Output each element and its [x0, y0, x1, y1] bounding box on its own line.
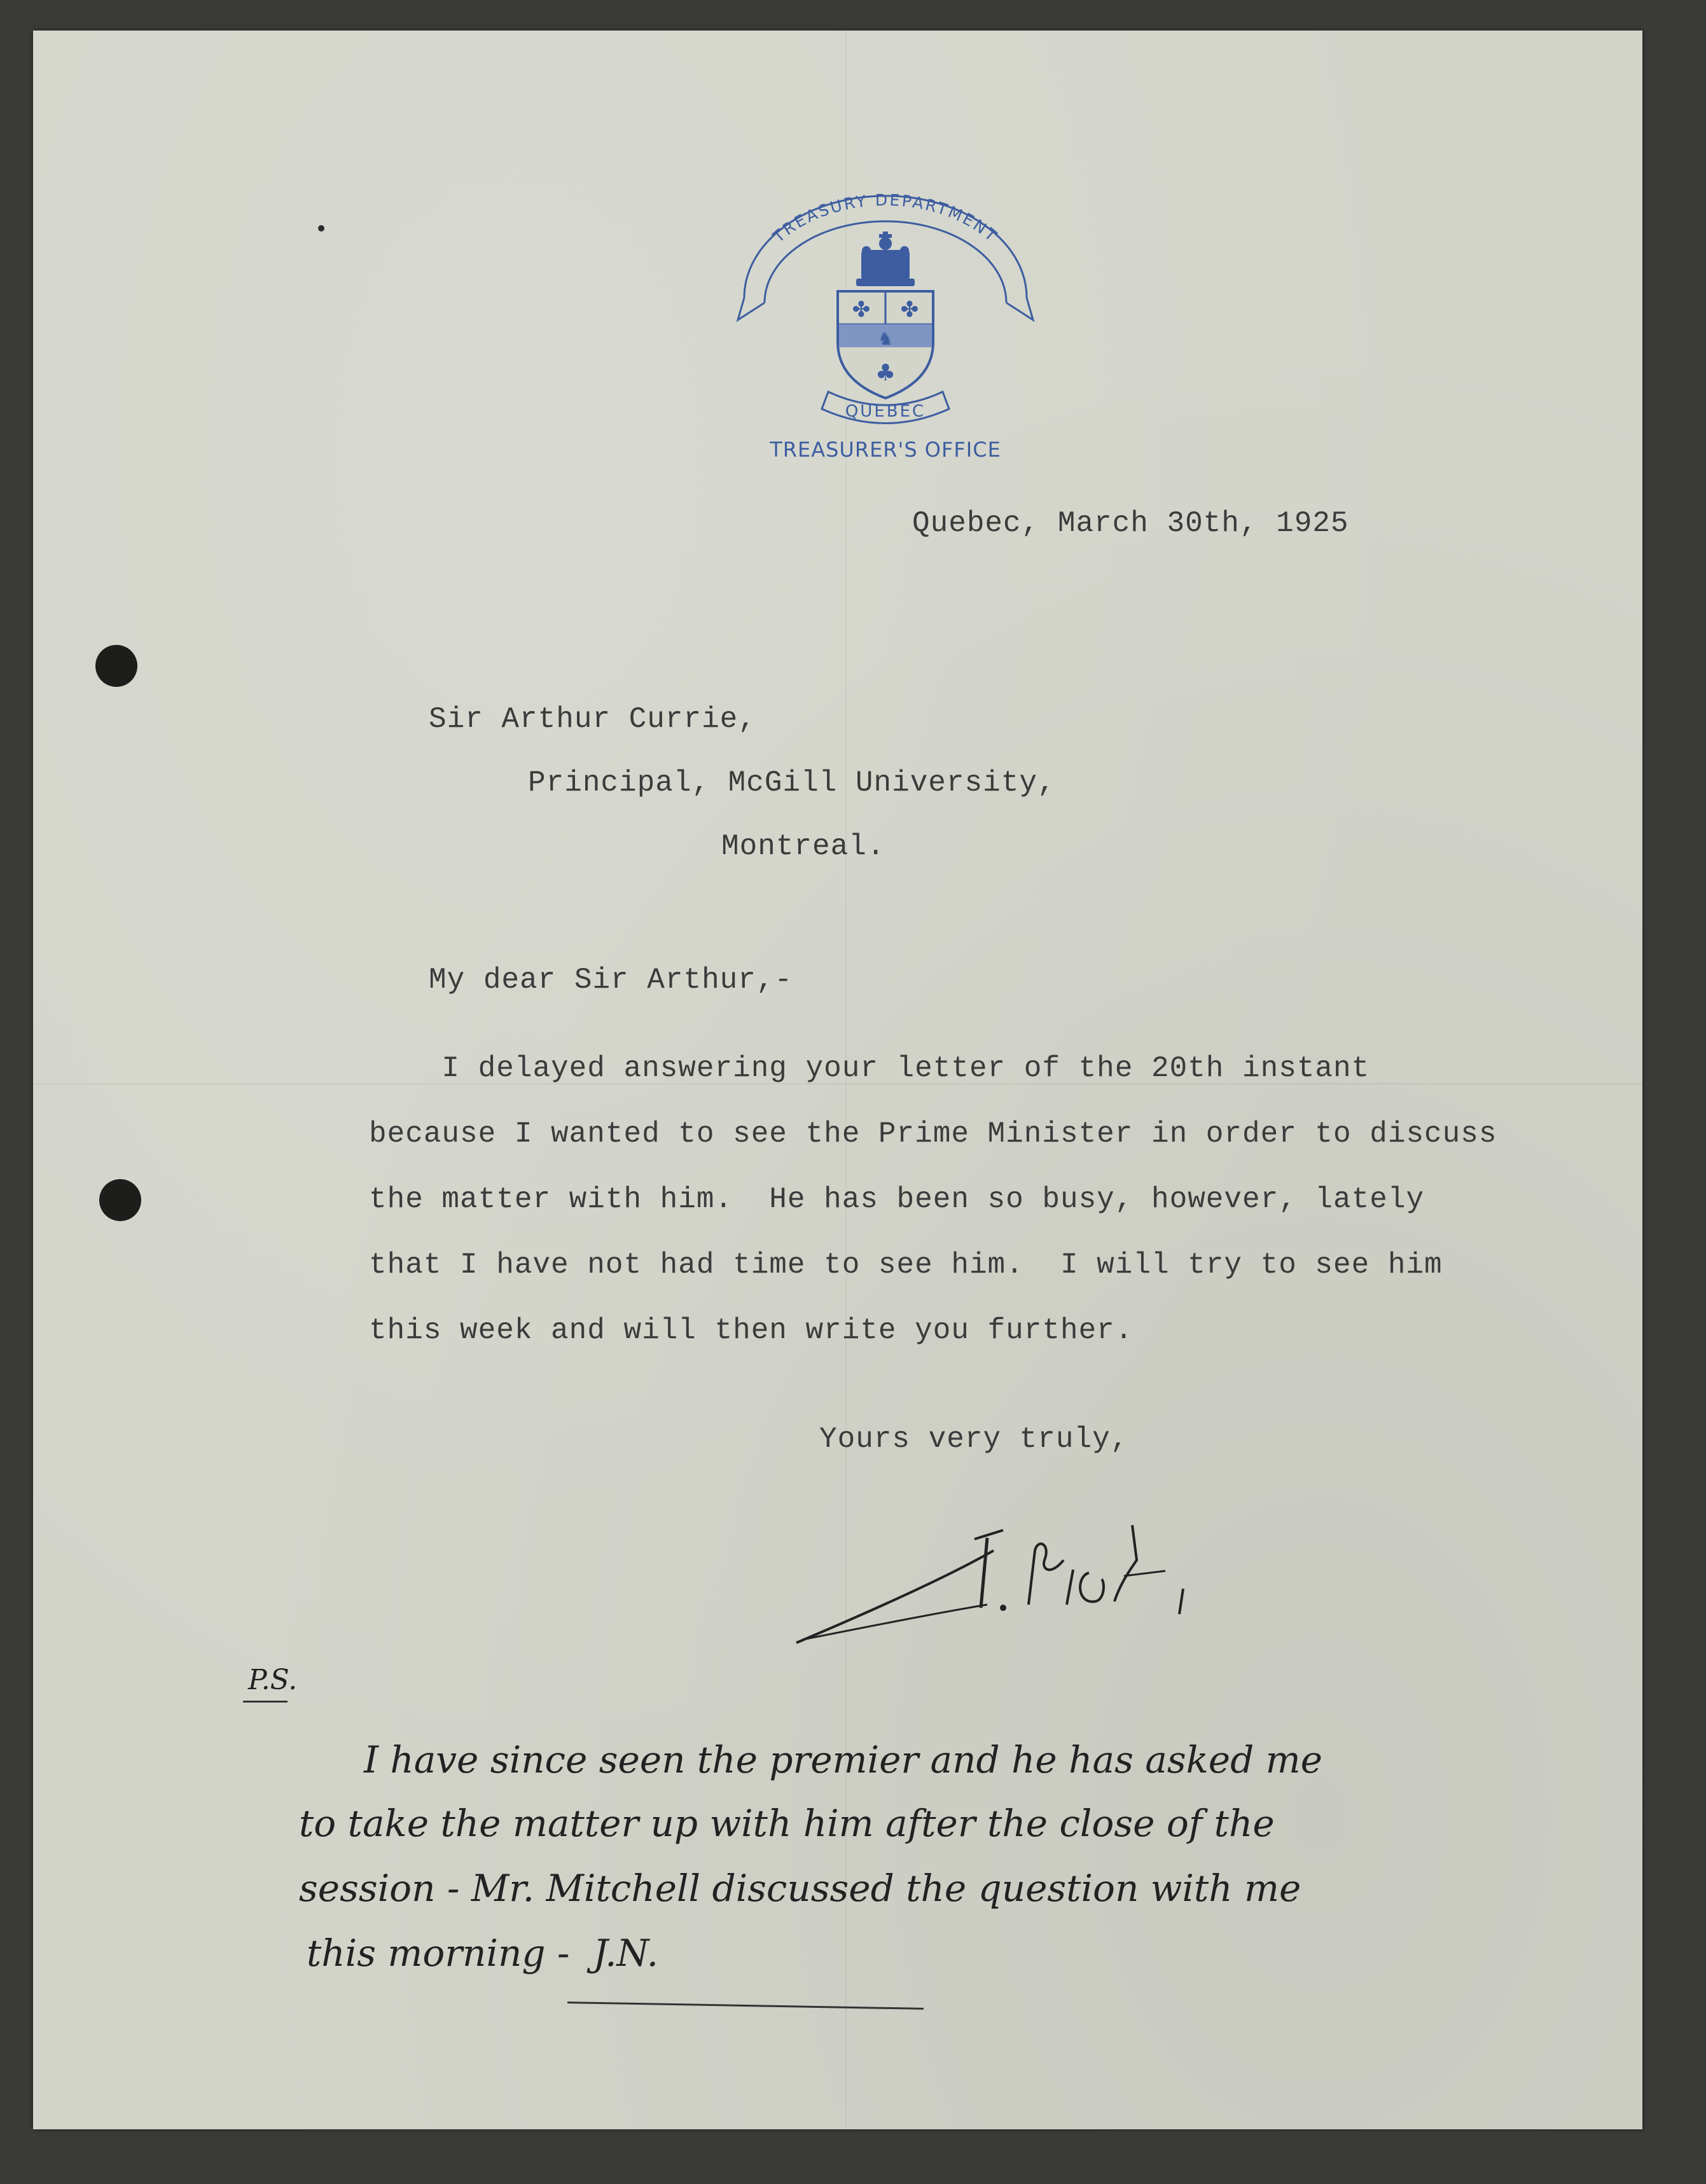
letterhead: [720, 190, 1051, 482]
punch-hole-top: [95, 645, 137, 687]
svg-text:♣: ♣: [875, 360, 896, 386]
body-line: this week and will then write you further.: [369, 1314, 1134, 1347]
recipient-city: Montreal.: [721, 830, 885, 863]
crowned-shield-emblem-icon: [720, 190, 1051, 438]
postscript-underline: [243, 1701, 288, 1703]
body-line: because I wanted to see the Prime Minister in order to discuss: [369, 1117, 1497, 1151]
punch-hole-bottom: [99, 1179, 141, 1221]
body-line: I delayed answering your letter of the 20th instant: [369, 1052, 1370, 1085]
letter-page: [33, 31, 1642, 2129]
letter-body: [369, 1052, 1578, 1379]
ink-speck: [318, 225, 324, 232]
postscript-label: P.S.: [248, 1664, 298, 1696]
postscript-line: to take the matter up with him after the close of the: [299, 1802, 1275, 1845]
postscript-line: this morning - J.N.: [307, 1932, 659, 1975]
svg-text:✤: ✤: [900, 297, 919, 322]
date-line: Quebec, March 30th, 1925: [912, 507, 1349, 540]
recipient-name: Sir Arthur Currie,: [429, 703, 756, 736]
svg-text:✤: ✤: [852, 297, 871, 322]
postscript-line: session - Mr. Mitchell discussed the question with me: [299, 1867, 1301, 1910]
signature-icon: [784, 1500, 1229, 1665]
body-line: that I have not had time to see him. I will try to see him: [369, 1248, 1443, 1282]
svg-text:♞: ♞: [877, 328, 894, 349]
letterhead-office: TREASURER'S OFFICE: [770, 438, 1001, 462]
body-line: the matter with him. He has been so busy, however, lately: [369, 1183, 1425, 1216]
letterhead-arc-text: TREASURY DEPARTMENT: [769, 190, 1002, 246]
salutation: My dear Sir Arthur,-: [429, 964, 793, 997]
closing: Yours very truly,: [819, 1423, 1129, 1456]
letterhead-ribbon-text: QUEBEC: [845, 402, 926, 421]
postscript-underline: [567, 2001, 924, 2010]
recipient-title: Principal, McGill University,: [528, 766, 1056, 799]
postscript-line: I have since seen the premier and he has asked me: [364, 1738, 1323, 1781]
